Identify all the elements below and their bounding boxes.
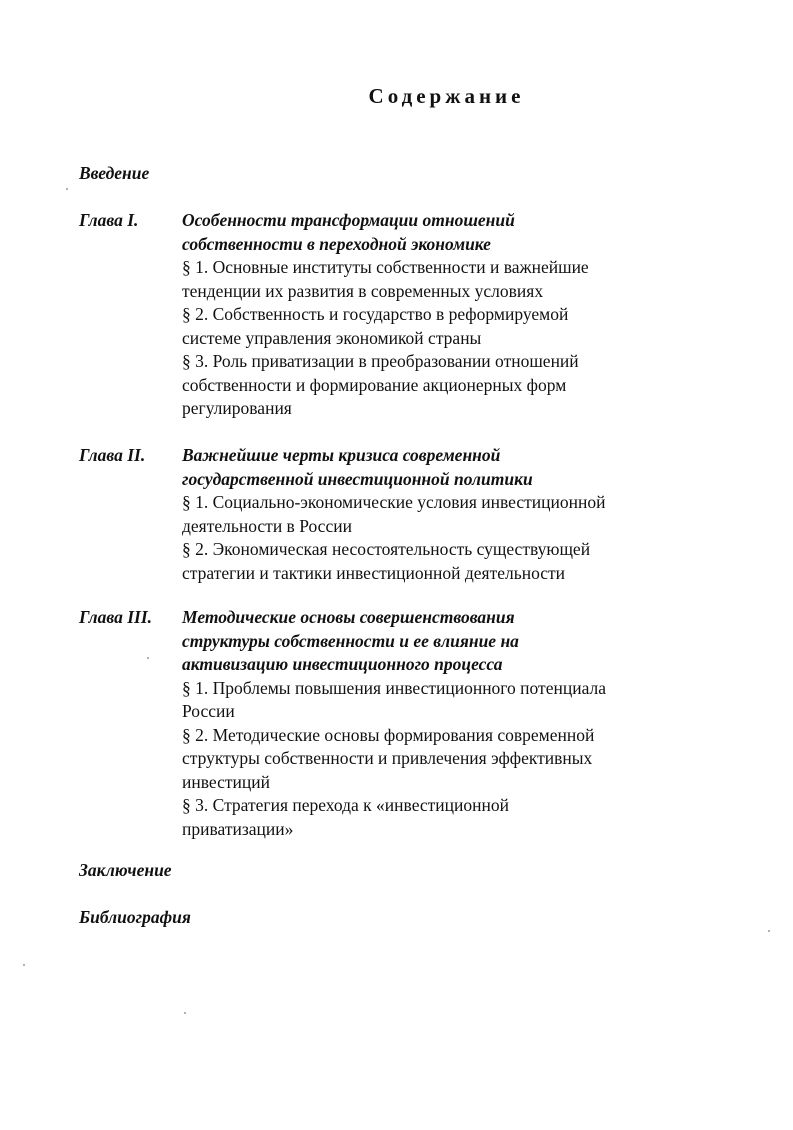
- chapter-label: Глава I.: [79, 210, 139, 230]
- section-line: собственности и формирование акционерных форм: [182, 374, 567, 395]
- section-line: деятельности в России: [182, 515, 352, 536]
- scan-speck: [66, 188, 68, 190]
- chapter-title-line: собственности в переходной экономике: [182, 233, 491, 254]
- toc-entry-bibliography: Библиография: [79, 907, 191, 927]
- chapter-title-line: Методические основы совершенствования: [182, 607, 515, 627]
- scan-speck: [147, 657, 149, 659]
- section-line: инвестиций: [182, 771, 270, 792]
- section-line: § 1. Социально-экономические условия инвестиционной: [182, 492, 606, 512]
- toc-entry-intro: Введение: [79, 163, 150, 183]
- chapter-label: Глава II.: [79, 445, 146, 465]
- section-line: § 1. Проблемы повышения инвестиционного потенциала: [182, 677, 606, 698]
- section-line: приватизации»: [182, 818, 294, 839]
- scan-speck: [23, 964, 25, 966]
- chapter-title-line: активизацию инвестиционного процесса: [182, 654, 503, 674]
- chapter-body: [182, 444, 702, 585]
- scan-speck: [184, 1012, 186, 1014]
- scan-speck: [768, 930, 770, 932]
- section-line: структуры собственности и привлечения эффективных: [182, 748, 593, 768]
- section-line: § 2. Экономическая несостоятельность существующей: [182, 539, 591, 559]
- chapter-title-line: Особенности трансформации отношений: [182, 210, 515, 230]
- section-line: § 2. Собственность и государство в реформируемой: [182, 304, 569, 324]
- chapter-title-line: Важнейшие черты кризиса современной: [182, 445, 501, 465]
- chapter-body: [182, 209, 702, 421]
- section-line: § 2. Методические основы формирования современной: [182, 724, 595, 745]
- chapter-label: Глава III.: [79, 607, 152, 627]
- section-line: § 1. Основные институты собственности и важнейшие: [182, 257, 589, 277]
- chapter-title-line: структуры собственности и ее влияние на: [182, 630, 519, 651]
- chapter-title-line: государственной инвестиционной политики: [182, 468, 533, 489]
- section-line: стратегии и тактики инвестиционной деятельности: [182, 562, 566, 583]
- page-title: Содержание: [368, 84, 525, 108]
- toc-entry-conclusion: Заключение: [79, 860, 172, 880]
- chapter-body: [182, 606, 702, 841]
- section-line: тенденции их развития в современных условиях: [182, 280, 544, 301]
- section-line: регулирования: [182, 398, 292, 418]
- section-line: России: [182, 701, 235, 721]
- section-line: § 3. Стратегия перехода к «инвестиционной: [182, 795, 509, 815]
- section-line: системе управления экономикой страны: [182, 327, 482, 348]
- section-line: § 3. Роль приватизации в преобразовании отношений: [182, 351, 579, 371]
